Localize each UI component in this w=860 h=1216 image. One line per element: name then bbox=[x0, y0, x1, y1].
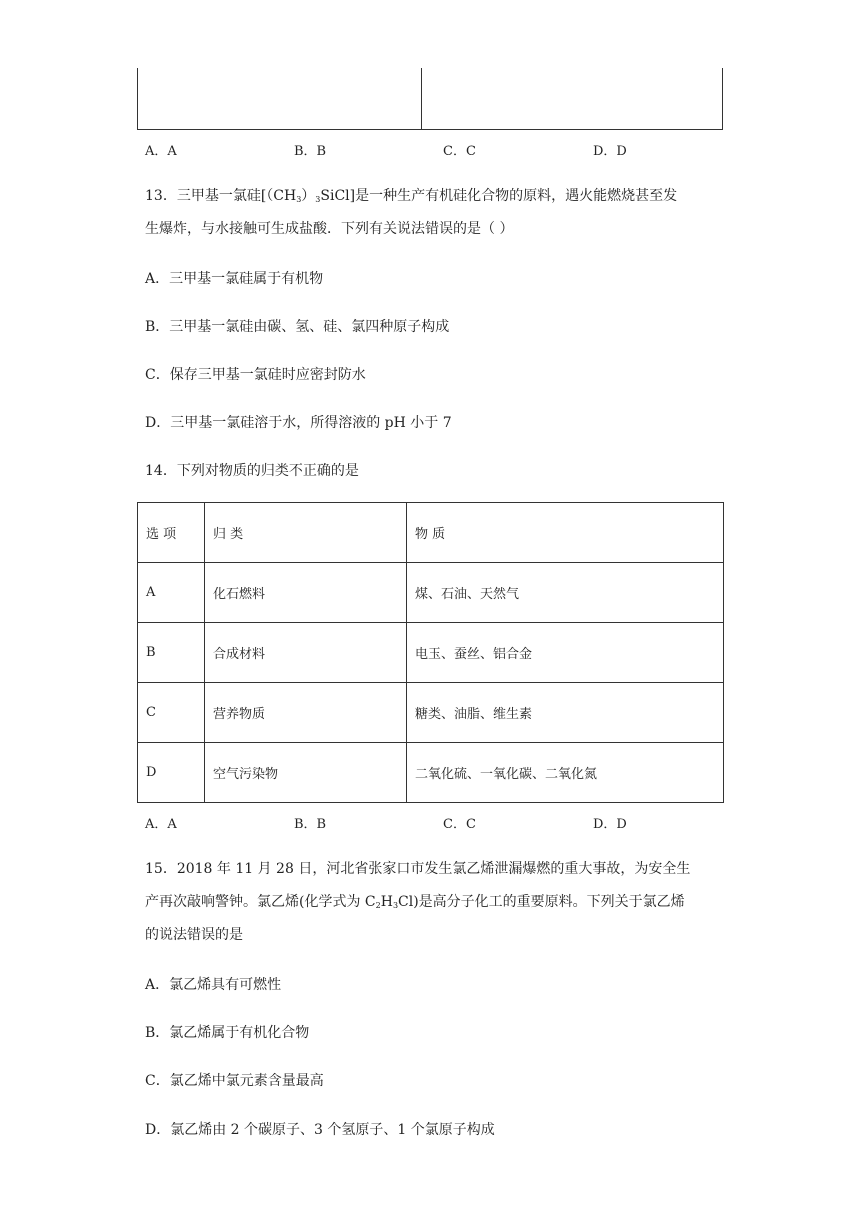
q13-option-b: B．三甲基一氯硅由碳、氢、硅、氯四种原子构成 bbox=[145, 319, 450, 335]
q15-stem-line2: 产再次敲响警钟。氯乙烯(化学式为 $C_2H_3Cl$)是高分子化工的重要原料。下列关于氯乙烯 bbox=[145, 894, 685, 910]
q12-option-c: C．C bbox=[443, 144, 476, 159]
q13-option-d: D．三甲基一氯硅溶于水，所得溶液的 pH 小于 7 bbox=[145, 415, 452, 431]
cell-option: B bbox=[138, 623, 205, 683]
q15-option-b: B．氯乙烯属于有机化合物 bbox=[145, 1025, 310, 1041]
table-row bbox=[138, 683, 724, 743]
q14-option-d: D．D bbox=[593, 817, 627, 832]
cell-category: 合成材料 bbox=[205, 623, 407, 683]
q12-option-b: B．B bbox=[294, 144, 327, 159]
cell-substance: 糖类、油脂、维生素 bbox=[407, 683, 724, 743]
q12-option-d: D．D bbox=[593, 144, 627, 159]
cell-category: 营养物质 bbox=[205, 683, 407, 743]
q14-option-c: C．C bbox=[443, 817, 476, 832]
q13-stem-line2: 生爆炸，与水接触可生成盐酸．下列有关说法错误的是（ ） bbox=[145, 221, 514, 237]
q13-option-c: C．保存三甲基一氯硅时应密封防水 bbox=[145, 367, 366, 383]
q15-stem-line3: 的说法错误的是 bbox=[145, 927, 243, 943]
cell-option: A bbox=[138, 563, 205, 623]
cell-option: D bbox=[138, 743, 205, 803]
header-option: 选 项 bbox=[138, 503, 205, 563]
table-row bbox=[138, 743, 724, 803]
q13-stem-line1: 13．三甲基一氯硅$[(CH_3)_3SiCl]$是一种生产有机硅化合物的原料，遇火能燃烧甚至发 bbox=[145, 188, 678, 204]
q15-option-c: C．氯乙烯中氯元素含量最高 bbox=[145, 1073, 324, 1089]
header-category: 归 类 bbox=[205, 503, 407, 563]
cell-category: 化石燃料 bbox=[205, 563, 407, 623]
q12-option-a: A．A bbox=[145, 144, 177, 159]
table-row bbox=[138, 623, 724, 683]
q13-option-a: A．三甲基一氯硅属于有机物 bbox=[145, 271, 324, 287]
q14-classification-table bbox=[137, 502, 724, 803]
cell-option: C bbox=[138, 683, 205, 743]
header-substance: 物 质 bbox=[407, 503, 724, 563]
q14-option-b: B．B bbox=[294, 817, 327, 832]
cell-substance: 二氧化硫、一氧化碳、二氧化氮 bbox=[407, 743, 724, 803]
table-divider bbox=[421, 68, 422, 129]
q14-option-a: A．A bbox=[145, 817, 177, 832]
q15-stem-line1: 15．2018 年 11 月 28 日，河北省张家口市发生氯乙烯泄漏爆燃的重大事故，为安全生 bbox=[145, 861, 691, 877]
cell-substance: 煤、石油、天然气 bbox=[407, 563, 724, 623]
table-row bbox=[138, 563, 724, 623]
q14-stem: 14．下列对物质的归类不正确的是 bbox=[145, 463, 359, 479]
cell-category: 空气污染物 bbox=[205, 743, 407, 803]
table-header-row bbox=[138, 503, 724, 563]
cell-substance: 电玉、蚕丝、铝合金 bbox=[407, 623, 724, 683]
q15-option-d: D．氯乙烯由 2 个碳原子、3 个氢原子、1 个氯原子构成 bbox=[145, 1122, 495, 1138]
q12-table-bottom bbox=[137, 68, 723, 130]
q15-option-a: A．氯乙烯具有可燃性 bbox=[145, 977, 282, 993]
